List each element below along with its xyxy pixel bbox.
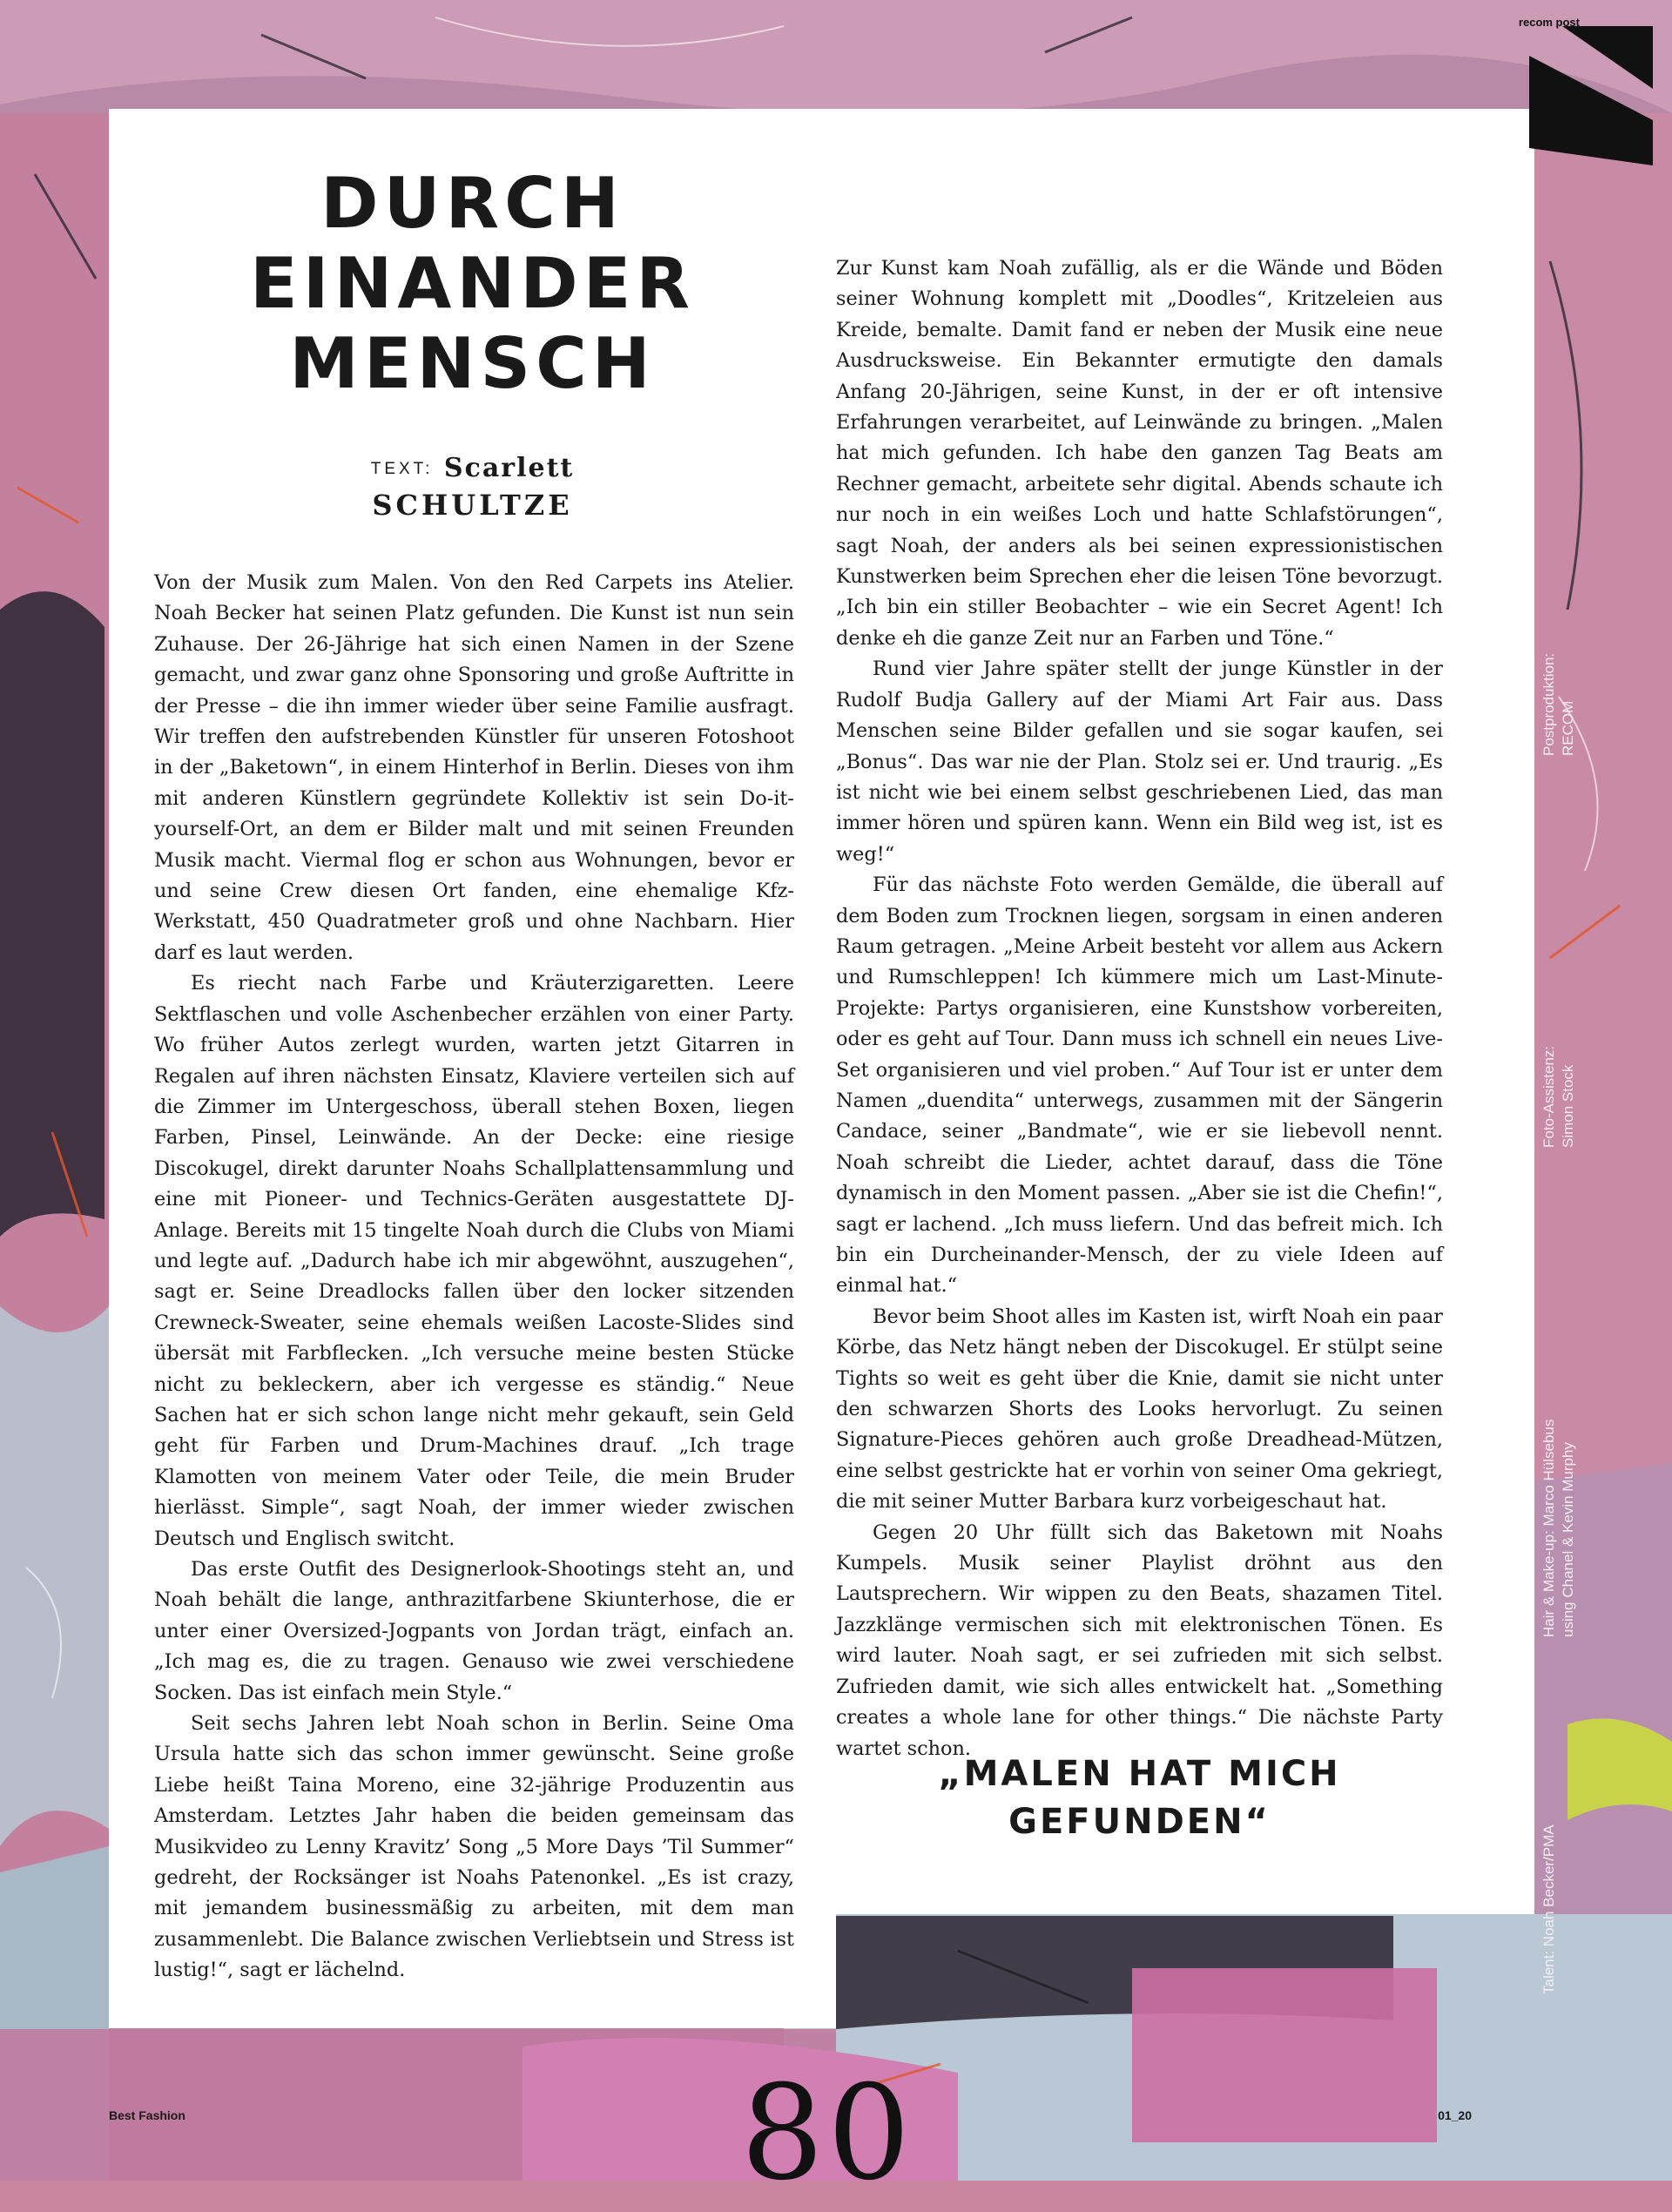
credit-postproduktion: Postproduktion: RECOM [1541, 652, 1576, 756]
paragraph: Es riecht nach Farbe und Kräuterzigaretten. Leere Sektflaschen und volle Aschenbecher erzählen von einer Party. Wo früher Autos zerlegt wurden, warten jetzt Gitarren in Regalen auf ihren nächsten Einsatz, Klaviere verteilen sich auf die Zimmer im Untergeschoss, überall stehen Boxen, liegen Farben, Pinsel, Leinwände. An der Decke: eine riesige Discokugel, direkt darunter Noahs Schallplattensammlung und eine mit Pioneer- und Technics-Geräten ausgestattete DJ-Anlage. Bereits mit 15 tingelte Noah durch die Clubs von Miami und legte auf. „Dadurch habe ich mir abgewöhnt, auszugehen“, sagt er. Seine Dreadlocks fallen über den locker sitzenden Crewneck-Sweater, seine ehemals weißen Lacoste-Slides sind übersät mit Farbflecken. „Ich versuche meine besten Stücke nicht zu bekleckern, aber ich vergesse es ständig.“ Neue Sachen hat er sich schon lange nicht mehr gekauft, sein Geld geht für Farben und Drum-Machines drauf. „Ich trage Klamotten von meinem Vater oder Teile, die mein Bruder hierlässt. Simple“, sagt Noah, der immer wieder zwischen Deutsch und Englisch switcht. [154, 972, 794, 1550]
paragraph: Bevor beim Shoot alles im Kasten ist, wirft Noah ein paar Körbe, das Netz hängt neben der Discokugel. Er stülpt seine Tights so weit es geht über die Knie, damit sie nicht unter den schwarzen Shorts des Looks hervorlugt. Zu seinen Signature-Pieces gehören auch große Dreadhead-Mützen, eine selbst gestrickte hat er vorhin von seiner Oma gekriegt, die mit seiner Mutter Barbara kurz vorbeigeschaut hat. [836, 1305, 1443, 1514]
byline-prefix: TEXT: [370, 460, 434, 478]
credit-hair-makeup: Hair & Make-up: Marco Hülsebus using Chanel & Kevin Murphy [1541, 1419, 1576, 1637]
paragraph: Gegen 20 Uhr füllt sich das Baketown mit Noahs Kumpels. Musik seiner Playlist dröhnt aus den Lautsprechern. Wir wippen zu den Beats, shazamen Titel. Jazzklänge vermischen sich mit elektronischen Tönen. Es wird lauter. Noah sagt, er sei zufrieden mit sich selbst. Zufrieden damit, wie sich alles entwickelt hat. „Something creates a whole lane for other things.“ Die nächste Party wartet schon. [836, 1521, 1443, 1760]
byline-first-name: Scarlett [443, 453, 575, 483]
title-line: DURCH [320, 163, 624, 244]
paragraph: Rund vier Jahre später stellt der junge Künstler in der Rudolf Budja Gallery auf der Miami Art Fair aus. Dass Menschen seine Bilder gefallen und sie sogar kaufen, sei „Bonus“. Das war nie der Plan. Stolz sei er. Und traurig. „Es ist nicht wie bei einem selbst geschriebenen Lied, das man immer hören und spüren kann. Wenn ein Bild weg ist, ist es weg!“ [836, 658, 1443, 866]
corner-stripe-logo [1529, 26, 1653, 165]
article-column-left [154, 568, 794, 1986]
byline [109, 451, 836, 523]
paragraph: Zur Kunst kam Noah zufällig, als er die Wände und Böden seiner Wohnung komplett mit „Doodles“, Kritzeleien aus Kreide, bemalte. Damit fand er neben der Musik eine neue Ausdrucksweise. Ein Bekannter ermutigte den damals Anfang 20-Jährigen, seine Kunst, in der er oft intensive Erfahrungen verarbeitet, auf Leinwände zu bringen. „Malen hat mich gefunden. Ich habe den ganzen Tag Beats am Rechner gemacht, arbeitete sehr digital. Abends schaute ich nur noch in ein weißes Loch und hatte Schlafstörungen“, sagt Noah, der anders als bei seinen expressionistischen Kunstwerken beim Sprechen eher die leisen Töne bevorzugt. „Ich bin ein stiller Beobachter – wie ein Secret Agent! Ich denke eh die ganze Zeit nur an Farben und Töne.“ [836, 257, 1443, 650]
masthead-tag: recom post [1518, 16, 1580, 29]
title-line: MENSCH [289, 323, 656, 404]
byline-last-name: SCHULTZE [372, 489, 573, 522]
article-column-right [836, 253, 1443, 1764]
paragraph: Von der Musik zum Malen. Von den Red Carpets ins Atelier. Noah Becker hat seinen Platz gefunden. Die Kunst ist nun sein Zuhause. Der 26-Jährige hat sich einen Namen in der Szene gemacht, und zwar ganz ohne Sponsoring und große Auftritte in der Presse – die ihn immer wieder über seine Familie ausfragt. Wir treffen den aufstrebenden Künstler für unseren Fotoshoot in der „Baketown“, in einem Hinterhof in Berlin. Dieses von ihm mit anderen Künstlern gegründete Kollektiv ist sein Do-it-yourself-Ort, an dem er Bilder malt und mit seinen Freunden Musik macht. Viermal flog er schon aus Wohnungen, bevor er und seine Crew diesen Ort fanden, eine ehemalige Kfz-Werkstatt, 450 Quadratmeter groß und ohne Nachbarn. Hier darf es laut werden. [154, 571, 794, 964]
issue-number: 01_20 [1438, 2108, 1472, 2122]
paragraph: Für das nächste Foto werden Gemälde, die überall auf dem Boden zum Trocknen liegen, sorgsam in einen anderen Raum getragen. „Meine Arbeit besteht vor allem aus Ackern und Rumschleppen! Ich kümmere mich um Last-Minute-Projekte: Partys organisieren, eine Kunstshow vorbereiten, oder es geht auf Tour. Dann muss ich schnell ein neues Live-Set organisieren und viel proben.“ Auf Tour ist er unter dem Namen „duendita“ unterwegs, zusammen mit der Sängerin Candace, seiner „Bandmate“, wie er sie liebevoll nennt. Noah schreibt die Lieder, achtet darauf, dass die Töne dynamisch in den Moment passen. „Aber sie ist die Chefin!“, sagt er lachend. „Ich muss liefern. Und das befreit mich. Ich bin ein Durcheinander-Mensch, der zu viele Ideen auf einmal hat.“ [836, 873, 1443, 1298]
pull-quote: „MALEN HAT MICH GEFUNDEN“ [938, 1754, 1341, 1842]
credit-talent: Talent: Noah Becker/PMA [1541, 1824, 1557, 1994]
paragraph: Seit sechs Jahren lebt Noah schon in Berlin. Seine Oma Ursula hatte sich das schon immer gewünscht. Seine große Liebe heißt Taina Moreno, eine 32-jährige Produzentin aus Amsterdam. Letztes Jahr haben die beiden gemeinsam das Musikvideo zu Lenny Kravitz’ Song „5 More Days ’Til Summer“ gedreht, der Rocksänger ist Noahs Patenonkel. „Es ist crazy, mit jemandem businessmäßig zu arbeiten, mit dem man zusammenlebt. Die Balance zwischen Verliebtsein und Stress ist lustig!“, sagt er lächelnd. [154, 1712, 794, 1982]
page-number: 80 [740, 2058, 914, 2209]
article-title [109, 164, 836, 404]
credit-foto-assistenz: Foto-Assistenz: Simon Stock [1541, 1045, 1576, 1148]
publication-name: Best Fashion [109, 2108, 185, 2122]
title-line: EINANDER [250, 243, 695, 324]
paragraph: Das erste Outfit des Designerlook-Shootings steht an, und Noah behält die lange, anthrazitfarbene Skiunterhose, die er unter einer Oversized-Jogpants von Jordan trägt, einfach an. „Ich mag es, die zu tragen. Genauso wie zwei verschiedene Socken. Das ist einfach mein Style.“ [154, 1558, 794, 1704]
